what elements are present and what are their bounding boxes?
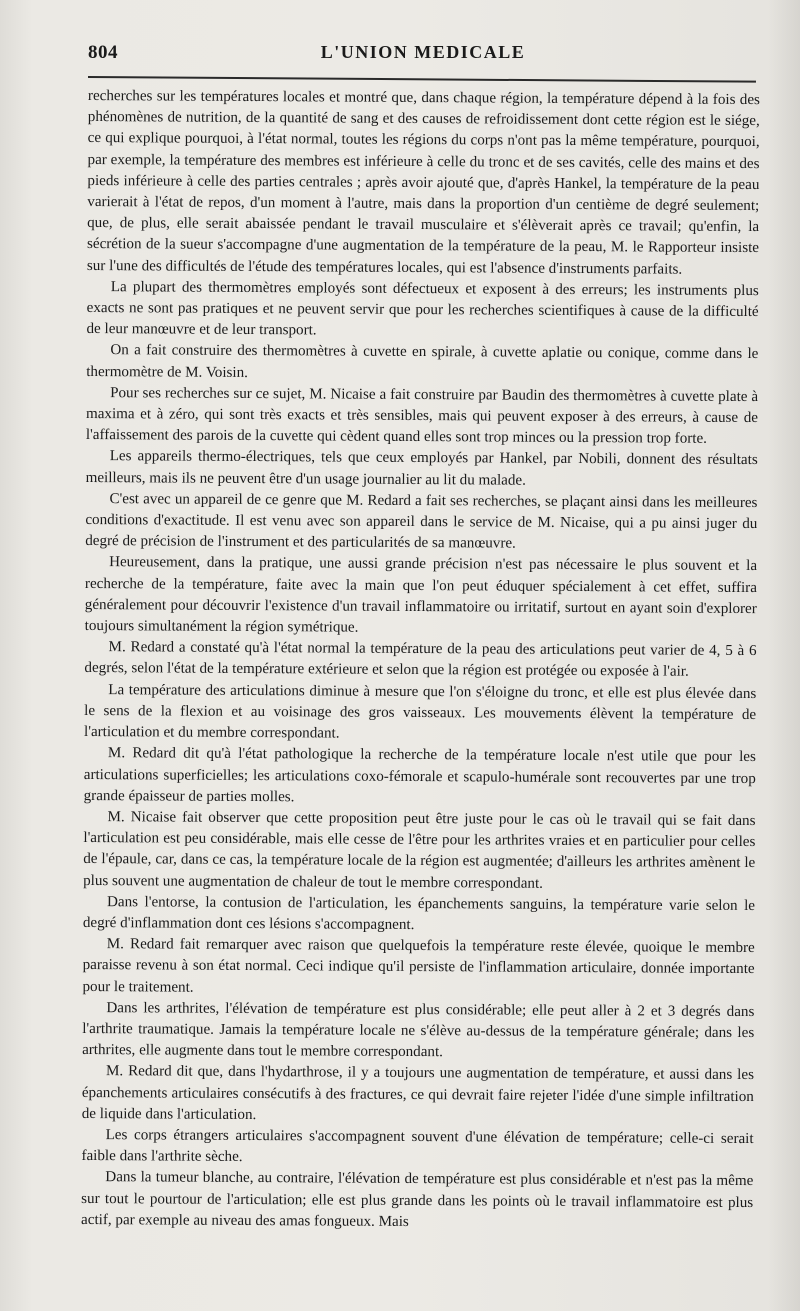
paragraph: La plupart des thermomètres employés sont défectueux et exposent à des erreurs; les instruments plus exacts ne sont pas pratiques et ne peuvent servir que pour les recherches scientifiques à cause de la difficulté de leur manœuvre et de leur transport.: [86, 278, 759, 339]
paragraph: recherches sur les températures locales et montré que, dans chaque région, la température dépend à la fois des phénomènes de nutrition, de la quantité de sang et des causes de refroidissement dont cette région est le siége, ce qui explique pourquoi, à l'état normal, toutes les régions du corps n'ont pas la même température, pourquoi, par exemple, la température des membres est inférieure à celle du tronc et de ses cavités, celle des mains et des pieds inférieure à celle des parties centrales ; après avoir ajouté que, d'après Hankel, la température de la peau varierait à l'état de repos, d'un moment à l'autre, mais dans la proportion d'un centième de degré seulement; que, de plus, elle serait abaissée pendant le travail musculaire et s'élèverait après ce travail; qu'enfin, la sécrétion de la sueur s'accompagne d'une augmentation de la température de la peau, M. le Rapporteur insiste sur l'une des difficultés de l'étude des températures locales, qui est l'absence d'instruments parfaits.: [86, 87, 760, 278]
paragraph: Pour ses recherches sur ce sujet, M. Nicaise a fait construire par Baudin des thermomètres à cuvette plate à maxima et à zéro, qui sont très exacts et très sensibles, mais qui peuvent exposer à des erreurs, à cause de l'affaissement des parois de la cuvette qui cèdent quand elles sont trop minces ou la pression trop forte.: [85, 384, 759, 448]
page-number: 804: [88, 42, 118, 63]
paragraph: La température des articulations diminue à mesure que l'on s'éloigne du tronc, et elle est plus élevée dans le sens de la flexion et au voisinage des gros vaisseaux. Les mouvements élèvent la température de l'articulation et du membre correspondant.: [84, 681, 757, 742]
paragraph: C'est avec un appareil de ce genre que M. Redard a fait ses recherches, se plaçant ainsi dans les meilleures conditions d'exactitude. Il est venu avec son appareil dans le service de M. Nicaise, qui a pu ainsi juger du degré de précision de l'instrument et des particularités de sa manœuvre.: [85, 490, 758, 552]
page-header: [88, 42, 758, 72]
paragraph: Heureusement, dans la pratique, une aussi grande précision n'est pas nécessaire le plus souvent et la recherche de la température, faite avec la main que l'on peut éduquer spécialement à cet effet, suffira généralement pour découvrir l'existence d'un travail inflammatoire ou irritatif, surtout en ayant soin d'explorer toujours simultanément la région symétrique.: [84, 554, 758, 636]
paragraph: Dans l'entorse, la contusion de l'articulation, les épanchements sanguins, la température varie selon le degré d'inflammation dont ces lésions s'accompagnent.: [82, 893, 756, 933]
paragraph: Dans la tumeur blanche, au contraire, l'élévation de température est plus considérable et n'est pas la même sur tout le pourtour de l'articulation; elle est plus grande dans les points où le travail inflammatoire est plus actif, par exemple au niveau des amas fongueux. Mais: [81, 1169, 754, 1230]
header-rule: [88, 76, 756, 83]
body-text: [81, 86, 760, 1235]
paragraph: On a fait construire des thermomètres à cuvette en spirale, à cuvette aplatie ou conique, comme dans le thermomètre de M. Voisin.: [86, 342, 759, 381]
running-title: L'UNION MEDICALE: [320, 42, 526, 62]
paragraph: Les corps étrangers articulaires s'accompagnent souvent d'une élévation de température; celle-ci serait faible dans l'arthrite sèche.: [81, 1127, 754, 1166]
paragraph: M. Redard dit que, dans l'hydarthrose, il y a toujours une augmentation de température, et aussi dans les épanchements articulaires consécutifs à des fractures, ce qui devrait faire rejeter l'idée d'une simple infiltration de liquide dans l'articulation.: [81, 1063, 755, 1123]
paragraph: M. Redard a constaté qu'à l'état normal la température de la peau des articulations peut varier de 4, 5 à 6 degrés, selon l'état de la température extérieure et selon que la région est protégée ou exposée à l'air.: [84, 639, 757, 681]
paragraph: M. Redard dit qu'à l'état pathologique la recherche de la température locale n'est utile que pour les articulations superficielles; les articulations coxo-fémorale et scapulo-humérale sont recouvertes par une trop grande épaisseur de parties molles.: [83, 745, 756, 805]
paragraph: M. Redard fait remarquer avec raison que quelquefois la température reste élevée, quoique le membre paraisse revenu à son état normal. Ceci indique qu'il persiste de l'inflammation articulaire, donnée importante pour le traitement.: [82, 936, 755, 996]
paragraph: M. Nicaise fait observer que cette proposition peut être juste pour le cas où le travail qui se fait dans l'articulation est peu considérable, mais elle cesse de l'être pour les arthrites vraies et en particulier pour celles de l'épaule, car, dans ce cas, la température locale de la région est augmentée; d'ailleurs les arthrites amènent le plus souvent une augmentation de chaleur de tout le membre correspondant.: [83, 809, 756, 892]
paragraph: Les appareils thermo-électriques, tels que ceux employés par Hankel, par Nobili, donnent des résultats meilleurs, mais ils ne peuvent être d'un usage journalier au lit du malade.: [85, 448, 758, 489]
paragraph: Dans les arthrites, l'élévation de température est plus considérable; elle peut aller à 2 et 3 degrés dans l'arthrite traumatique. Jamais la température locale ne s'élève au-dessus de la température générale; dans les arthrites, elle augmente dans tout le membre correspondant.: [82, 999, 755, 1061]
